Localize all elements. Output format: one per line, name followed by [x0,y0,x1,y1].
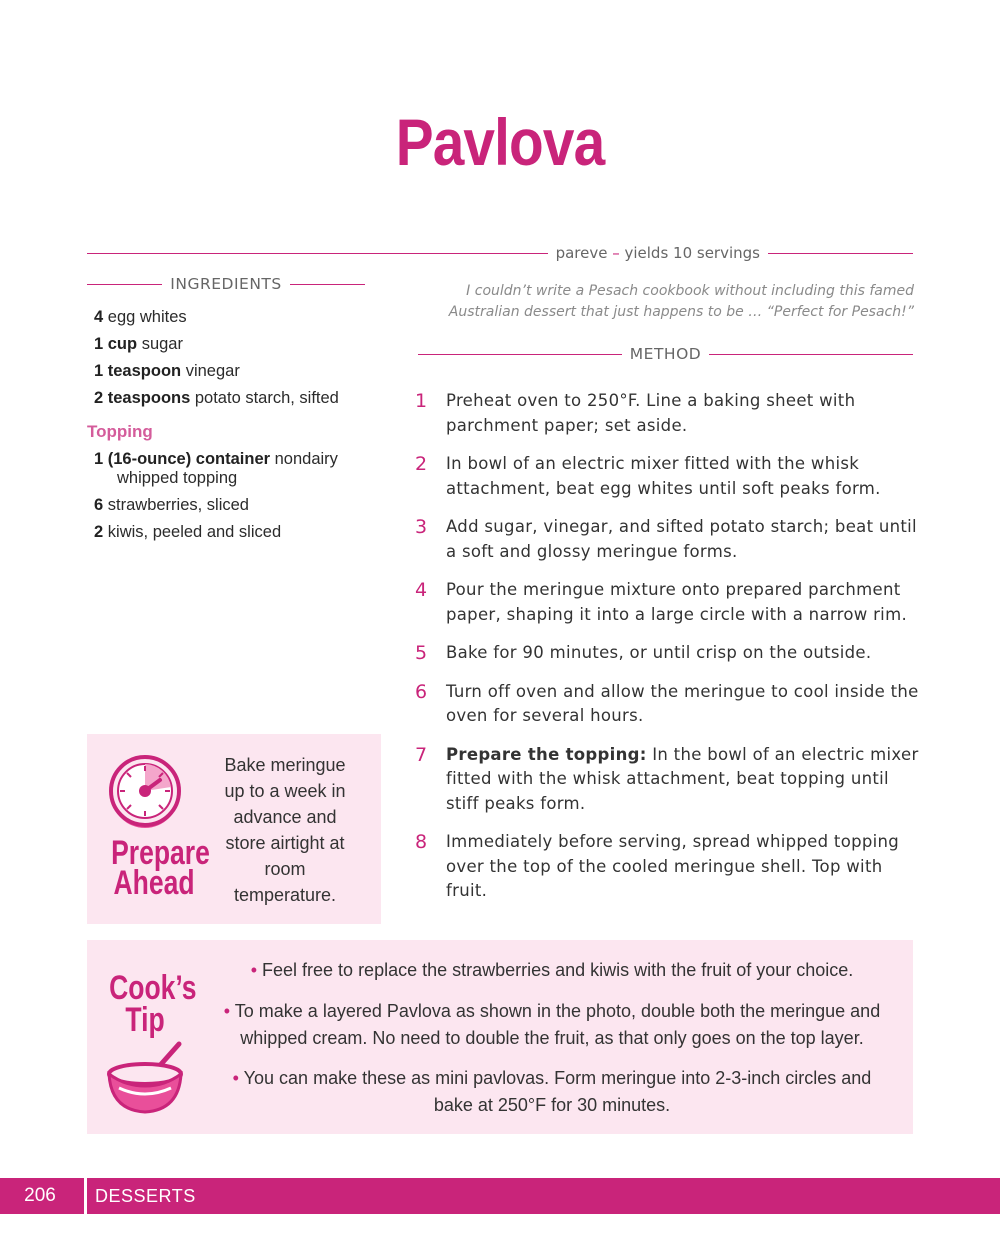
page-footer [0,1178,1000,1214]
step-number: 1 [415,390,428,412]
topping-heading: Topping [87,422,153,441]
method-steps [415,389,920,918]
step-number: 8 [415,831,428,853]
ingredient-item: 1 (16-ounce) container nondairy whipped topping [94,450,338,487]
divider [709,354,913,355]
ingredient-item: 2 kiwis, peeled and sliced [94,523,282,541]
cooks-tip-box [87,940,913,1134]
ingredient-item: 1 cup sugar [94,335,183,353]
tip-item: • To make a layered Pavlova as shown in the photo, double both the meringue and whipped cream. No need to double the fruit, as that only goes on the top layer. [223,1001,881,1048]
method-step [415,680,920,729]
yield-label: pareve – yields 10 servings [555,244,760,262]
tip-item: • You can make these as mini pavlovas. Form meringue into 2-3-inch circles and bake at 250°F for 30 minutes. [232,1068,872,1115]
method-step [415,743,920,817]
step-text: Immediately before serving, spread whipped topping over the top of the cooled meringue shell. Top with fruit. [446,832,900,900]
step-number: 7 [415,743,428,766]
step-text: Bake for 90 minutes, or until crisp on the outside. [446,643,872,662]
footer-separator [84,1178,87,1214]
ingredient-item: 2 teaspoons potato starch, sifted [94,389,339,407]
method-step [415,830,920,904]
step-number: 3 [415,516,428,538]
page-number: 206 [24,1185,56,1206]
divider [290,284,365,285]
yield-rule [87,244,913,262]
method-heading: METHOD [629,345,702,363]
cooks-tip-label: Cook’s Tip [109,969,197,1039]
ingredient-item: 4 egg whites [94,308,187,326]
divider [87,284,162,285]
step-text: In bowl of an electric mixer fitted with the whisk attachment, beat egg whites until soft peaks form. [446,454,881,498]
tip-item: • Feel free to replace the strawberries and kiwis with the fruit of your choice. [250,960,854,980]
ingredients-list [87,308,394,550]
section-name: DESSERTS [95,1186,196,1206]
recipe-intro: I couldn’t write a Pesach cookbook without including this famed Australian dessert that just happens to be … “Perfect for Pesach!” [448,283,914,320]
divider [87,253,548,254]
divider [768,253,913,254]
method-step [415,515,920,564]
method-rule [418,345,913,363]
step-text: Prepare the topping: In the bowl of an electric mixer fitted with the whisk attachment, beat topping until stiff peaks form. [446,744,919,813]
ingredients-rule [87,275,365,293]
ingredients-heading: INGREDIENTS [170,275,282,293]
divider [418,354,622,355]
prepare-ahead-label: Prepare Ahead [111,834,210,902]
prepare-ahead-box [87,734,381,924]
method-step [415,452,920,501]
step-number: 2 [415,453,428,475]
timer-icon [105,752,185,832]
step-number: 5 [415,642,428,664]
step-text: Preheat oven to 250°F. Line a baking sheet with parchment paper; set aside. [446,391,856,435]
method-step [415,578,920,627]
method-step [415,641,920,666]
mixing-bowl-icon [105,1040,189,1118]
method-step [415,389,920,438]
step-text: Add sugar, vinegar, and sifted potato starch; beat until a soft and glossy meringue forms. [446,517,917,561]
step-number: 4 [415,579,428,601]
step-text: Turn off oven and allow the meringue to cool inside the oven for several hours. [446,681,919,725]
step-text: Pour the meringue mixture onto prepared parchment paper, shaping it into a large circle with a narrow rim. [446,580,907,624]
step-number: 6 [415,680,428,703]
prepare-ahead-text: Bake meringue up to a week in advance and store airtight at room temperature. [224,755,346,905]
ingredient-item: 6 strawberries, sliced [94,496,249,514]
ingredient-item: 1 teaspoon vinegar [94,362,240,380]
recipe-title: Pavlova [395,105,605,179]
